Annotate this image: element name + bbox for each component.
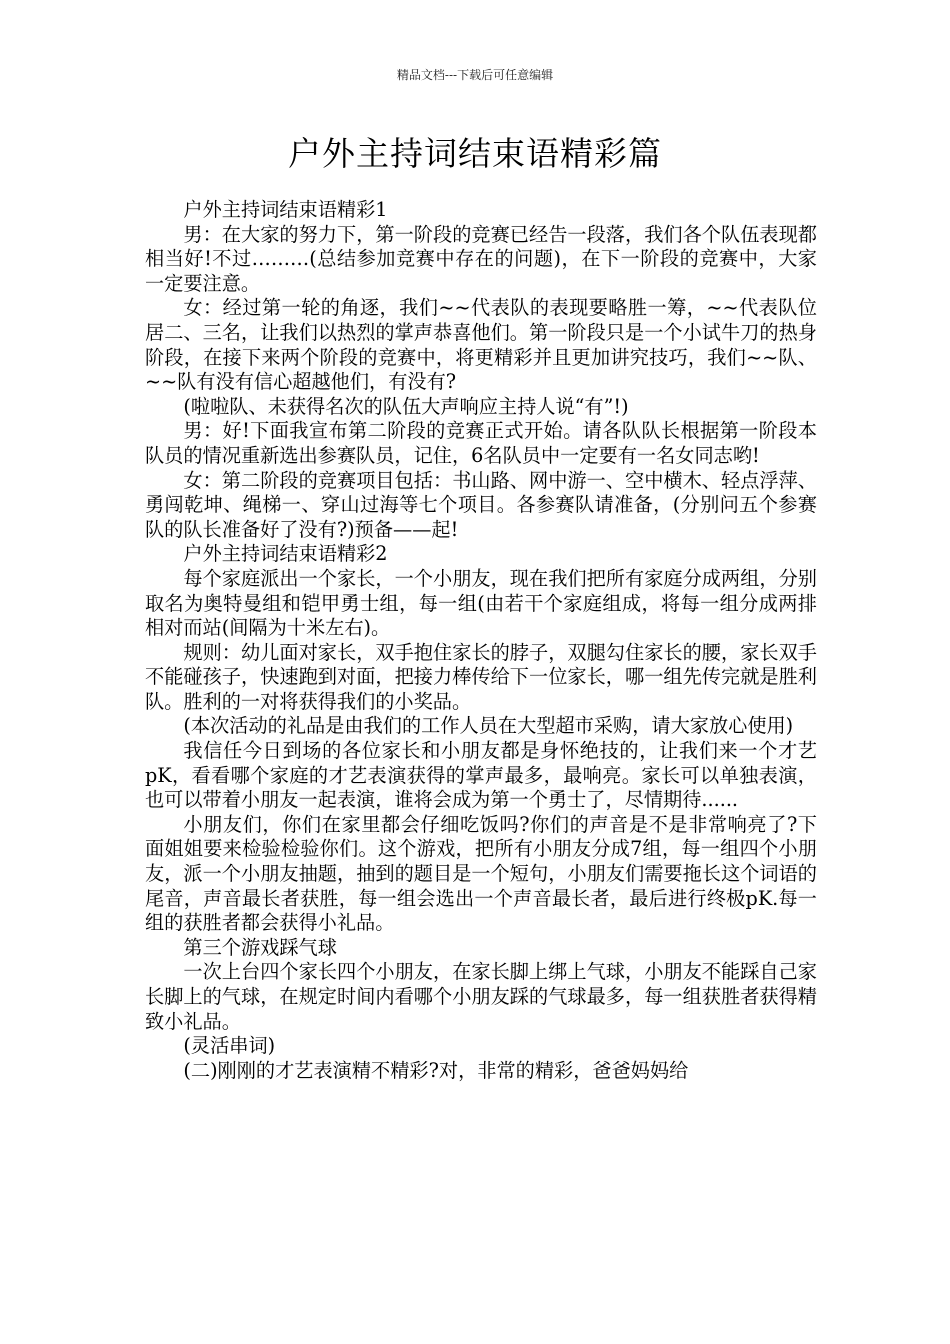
paragraph: 小朋友们，你们在家里都会仔细吃饭吗?你们的声音是不是非常响亮了?下面姐姐要来检验检验你们。这个游戏，把所有小朋友分成7组，每一组四个小朋友，派一个小朋友抽题，抽到的题目是一个短句，小朋友们需要拖长这个词语的尾音，声音最长者获胜，每一组会选出一个声音最长者，最后进行终极pK.每一组的获胜者都会获得小礼品。 <box>145 812 817 935</box>
paragraph: 我信任今日到场的各位家长和小朋友都是身怀绝技的，让我们来一个才艺pK，看看哪个家庭的才艺表演获得的掌声最多，最响亮。家长可以单独表演，也可以带着小朋友一起表演，谁将会成为第一个勇士了，尽情期待...... <box>145 739 817 812</box>
paragraph: (灵活串词) <box>183 1034 276 1058</box>
section-heading-2: 户外主持词结束语精彩2 <box>183 542 388 566</box>
paragraph: (本次活动的礼品是由我们的工作人员在大型超市采购，请大家放心使用) <box>183 714 794 738</box>
paragraph: 每个家庭派出一个家长，一个小朋友，现在我们把所有家庭分成两组，分别取名为奥特曼组和铠甲勇士组，每一组(由若干个家庭组成，将每一组分成两排相对而站(间隔为十米左右)。 <box>145 566 817 640</box>
paragraph: (啦啦队、未获得名次的队伍大声响应主持人说“有”!) <box>183 394 629 418</box>
paragraph: 男：在大家的努力下，第一阶段的竞赛已经告一段落，我们各个队伍表现都相当好!不过………(总结参加竞赛中存在的问题)，在下一阶段的竞赛中，大家一定要注意。 <box>145 222 817 295</box>
header-note: 精品文档---下载后可任意编辑 <box>396 68 554 82</box>
paragraph: (二)刚刚的才艺表演精不精彩?对，非常的精彩，爸爸妈妈给 <box>183 1058 689 1082</box>
game-heading: 第三个游戏踩气球 <box>183 935 337 959</box>
paragraph: 女：经过第一轮的角逐，我们~~代表队的表现要略胜一筹，~~代表队位居二、三名，让我们以热烈的掌声恭喜他们。第一阶段只是一个小试牛刀的热身阶段，在接下来两个阶段的竞赛中，将更精彩并且更加讲究技巧，我们~~队、~~队有没有信心超越他们，有没有? <box>145 296 817 394</box>
paragraph: 规则：幼儿面对家长，双手抱住家长的脖子，双腿勾住家长的腰，家长双手不能碰孩子，快速跑到对面，把接力棒传给下一位家长，哪一组先传完就是胜利队。胜利的一对将获得我们的小奖品。 <box>145 640 817 713</box>
paragraph: 一次上台四个家长四个小朋友，在家长脚上绑上气球，小朋友不能踩自己家长脚上的气球，在规定时间内看哪个小朋友踩的气球最多，每一组获胜者获得精致小礼品。 <box>145 960 817 1033</box>
document-title: 户外主持词结束语精彩篇 <box>288 134 662 173</box>
document-body <box>145 198 817 1083</box>
paragraph: 女：第二阶段的竞赛项目包括：书山路、网中游一、空中横木、轻点浮萍、勇闯乾坤、绳梯一、穿山过海等七个项目。各参赛队请准备，(分别问五个参赛队的队长准备好了没有?)预备——起! <box>145 468 817 541</box>
section-heading-1: 户外主持词结束语精彩1 <box>183 198 388 221</box>
paragraph: 男：好!下面我宣布第二阶段的竞赛正式开始。请各队队长根据第一阶段本队员的情况重新选出参赛队员，记住，6名队员中一定要有一名女同志哟! <box>145 419 817 467</box>
